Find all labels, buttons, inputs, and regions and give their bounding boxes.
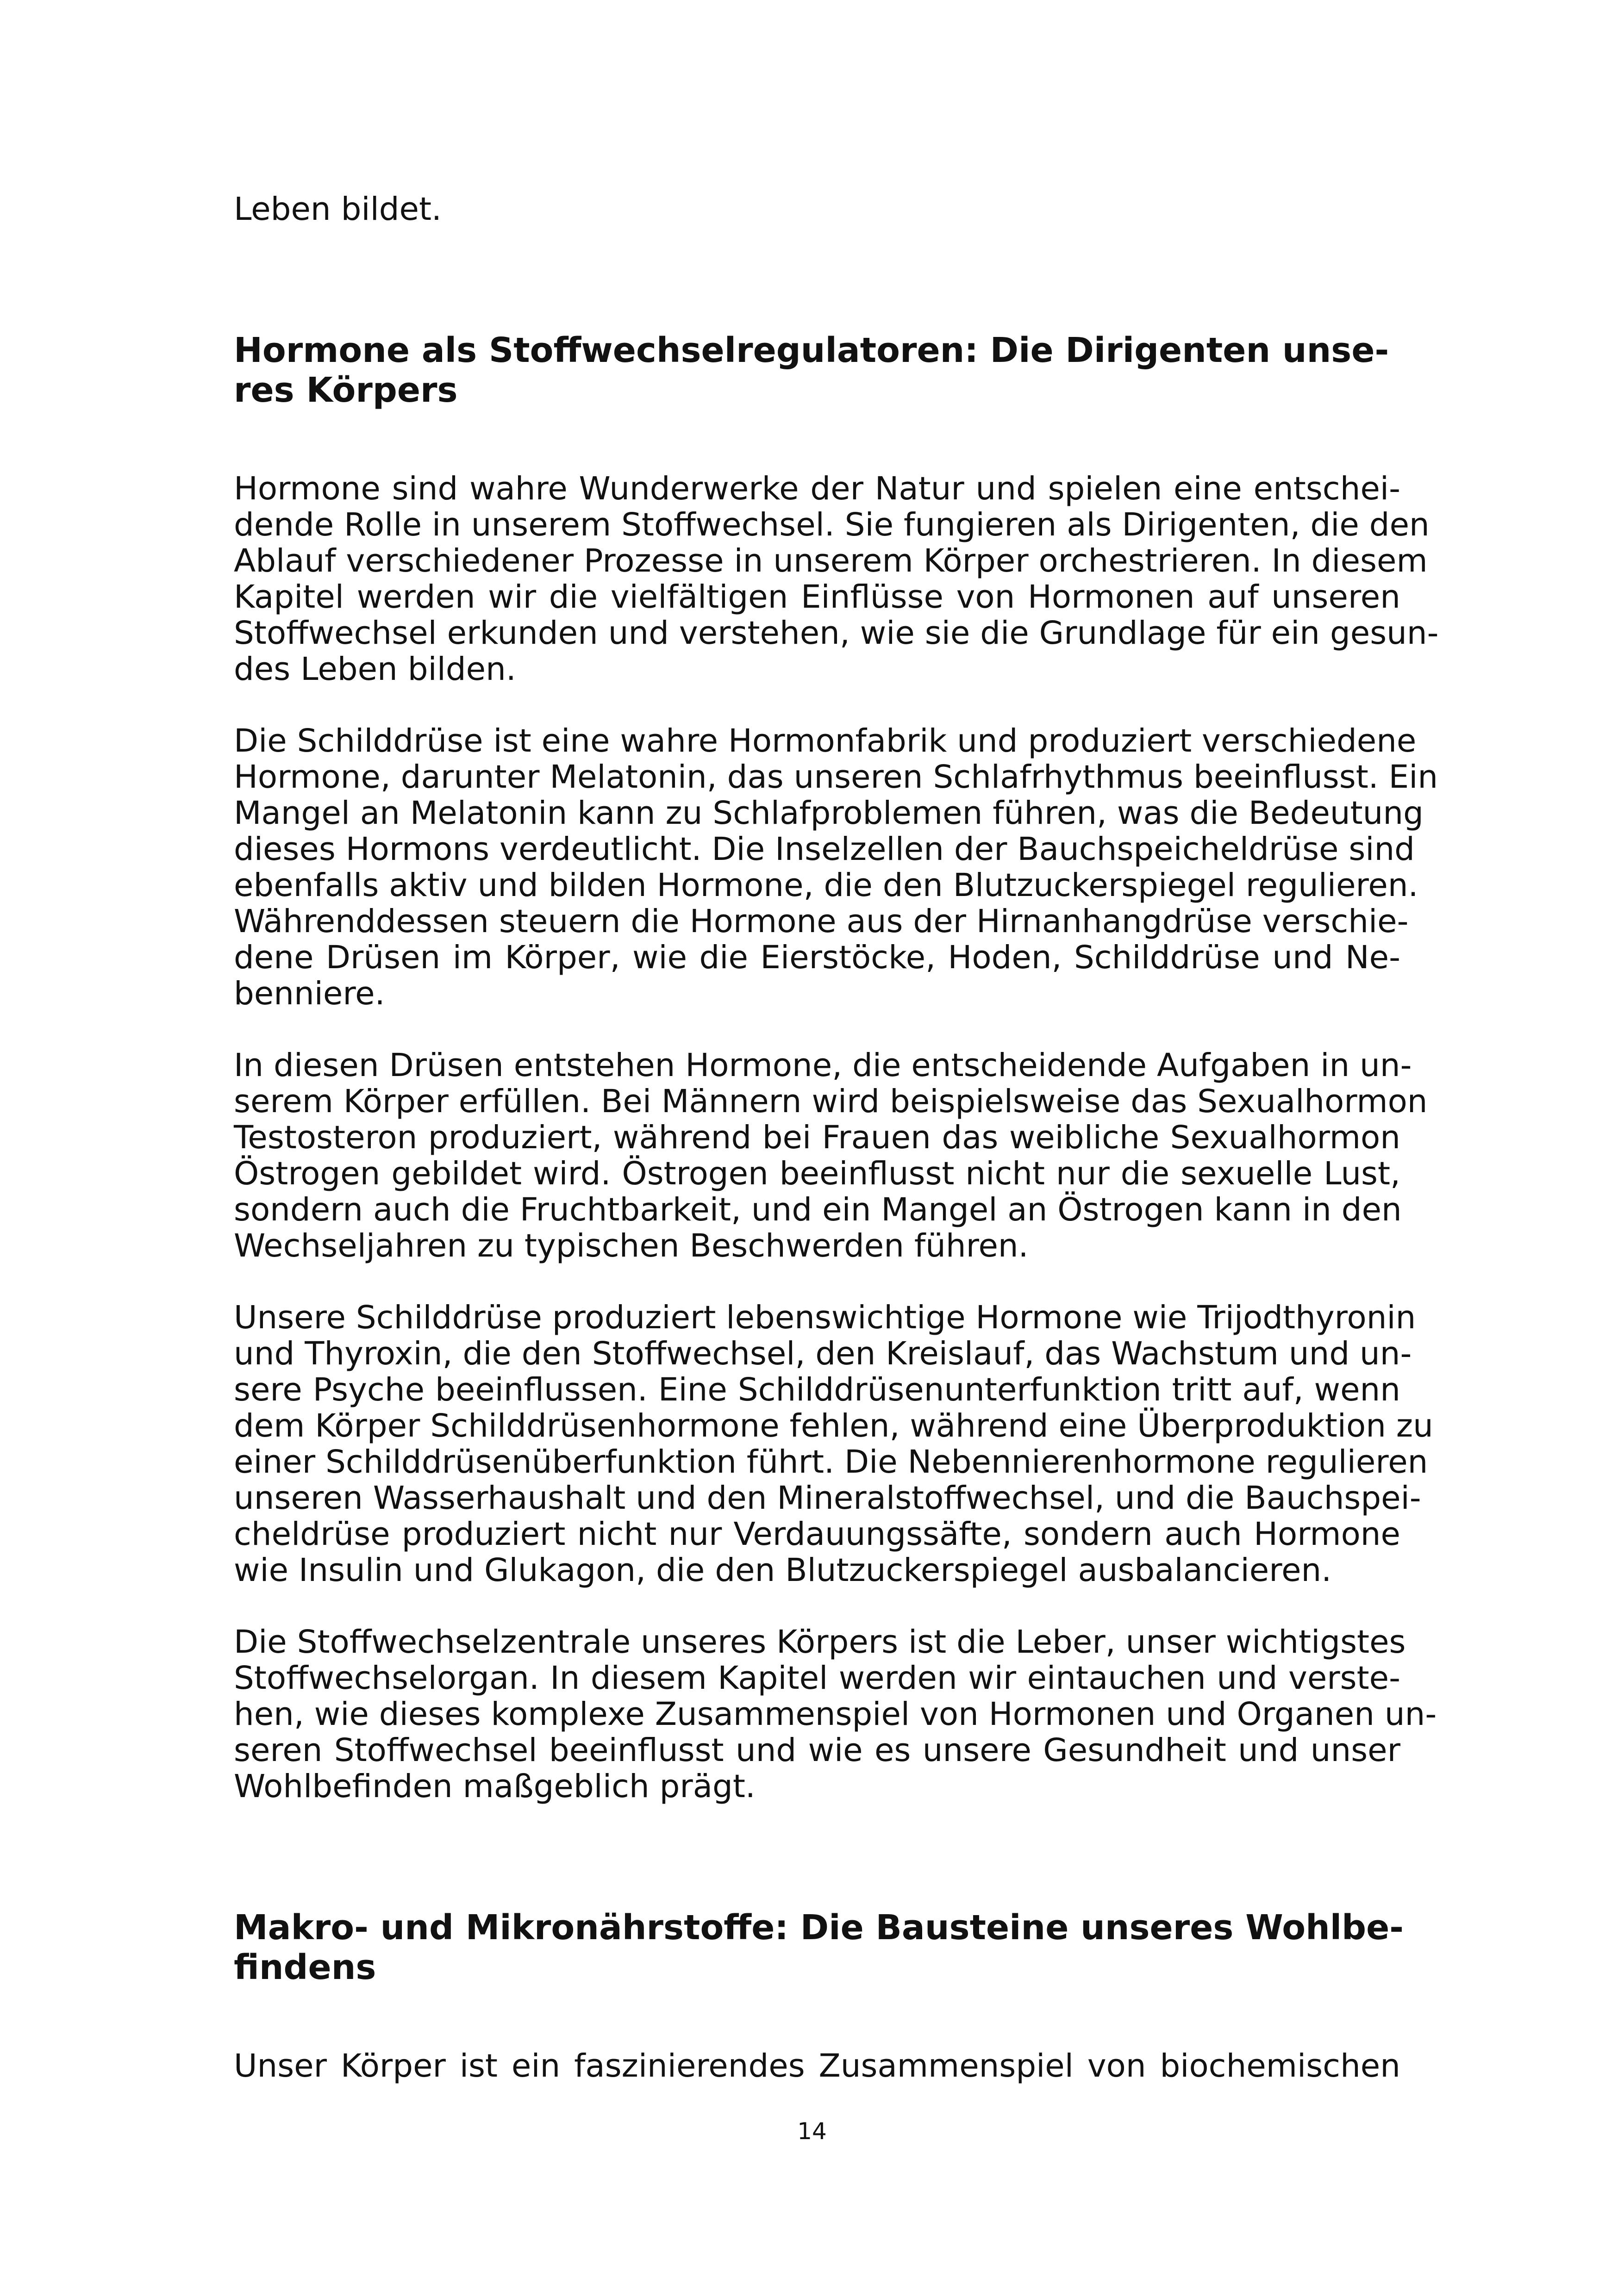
text-line: Unsere Schilddrüse produziert lebenswichtige Hormone wie Trijodthyronin	[234, 1299, 1416, 1336]
text-line: ebenfalls aktiv und bilden Hormone, die den Blutzuckerspiegel regulieren.	[234, 867, 1418, 904]
text-line: und Thyroxin, die den Stoffwechsel, den Kreislauf, das Wachstum und un-	[234, 1335, 1412, 1372]
text-line: Die Schilddrüse ist eine wahre Hormonfabrik und produziert verschiedene	[234, 722, 1417, 759]
text-line: Stoffwechselorgan. In diesem Kapitel werden wir eintauchen und verste-	[234, 1660, 1400, 1697]
section-heading-line: findens	[234, 1948, 376, 1987]
text-line: In diesen Drüsen entstehen Hormone, die entscheidende Aufgaben in un-	[234, 1047, 1412, 1084]
text-line: seren Stoffwechsel beeinflusst und wie es unsere Gesundheit und unser	[234, 1732, 1400, 1769]
text-line: Testosteron produziert, während bei Frauen das weibliche Sexualhormon	[234, 1119, 1400, 1156]
text-line: sondern auch die Fruchtbarkeit, und ein Mangel an Östrogen kann in den	[234, 1191, 1402, 1228]
text-line: Währenddessen steuern die Hormone aus der Hirnanhangdrüse verschie-	[234, 903, 1409, 940]
text-line: sere Psyche beeinflussen. Eine Schilddrüsenunterfunktion tritt auf, wenn	[234, 1371, 1400, 1408]
text-line: dieses Hormons verdeutlicht. Die Inselzellen der Bauchspeicheldrüse sind	[234, 831, 1415, 868]
text-line: Ablauf verschiedener Prozesse in unserem Körper orchestrieren. In diesem	[234, 542, 1428, 579]
text-line: Stoffwechsel erkunden und verstehen, wie sie die Grundlage für ein gesun-	[234, 615, 1439, 652]
text-line: Wohlbefinden maßgeblich prägt.	[234, 1768, 756, 1805]
text-line: Kapitel werden wir die vielfältigen Einflüsse von Hormonen auf unseren	[234, 579, 1400, 616]
text-line: einer Schilddrüsenüberfunktion führt. Die Nebennierenhormone regulieren	[234, 1444, 1428, 1481]
text-line: dene Drüsen im Körper, wie die Eierstöcke, Hoden, Schilddrüse und Ne-	[234, 939, 1400, 976]
text-line: Wechseljahren zu typischen Beschwerden führen.	[234, 1227, 1029, 1264]
text-line: Hormone, darunter Melatonin, das unseren Schlafrhythmus beeinflusst. Ein	[234, 759, 1438, 796]
section-heading-line: Hormone als Stoffwechselregulatoren: Die Dirigenten unse-	[234, 330, 1389, 370]
text-line: dem Körper Schilddrüsenhormone fehlen, während eine Überproduktion zu	[234, 1407, 1433, 1444]
text-line: Leben bildet.	[234, 191, 442, 228]
page-number: 14	[797, 2118, 827, 2145]
text-line: Hormone sind wahre Wunderwerke der Natur und spielen eine entschei-	[234, 470, 1400, 507]
text-line: unseren Wasserhaushalt und den Mineralstoffwechsel, und die Bauchspei-	[234, 1480, 1421, 1517]
text-line: wie Insulin und Glukagon, die den Blutzuckerspiegel ausbalancieren.	[234, 1552, 1332, 1589]
section-heading-line: res Körpers	[234, 370, 458, 410]
section-heading-line: Makro- und Mikronährstoffe: Die Bausteine unseres Wohlbe-	[234, 1908, 1404, 1948]
text-line: Östrogen gebildet wird. Östrogen beeinflusst nicht nur die sexuelle Lust,	[234, 1155, 1400, 1192]
text-line: Mangel an Melatonin kann zu Schlafproblemen führen, was die Bedeutung	[234, 795, 1424, 832]
text-line: Unser Körper ist ein faszinierendes Zusammenspiel von biochemischen	[234, 2047, 1400, 2084]
text-line: Die Stoffwechselzentrale unseres Körpers ist die Leber, unser wichtigstes	[234, 1624, 1406, 1661]
text-line: des Leben bilden.	[234, 651, 516, 688]
text-line: cheldrüse produziert nicht nur Verdauungssäfte, sondern auch Hormone	[234, 1516, 1400, 1553]
text-line: hen, wie dieses komplexe Zusammenspiel von Hormonen und Organen un-	[234, 1696, 1437, 1733]
text-line: benniere.	[234, 975, 385, 1012]
text-line: serem Körper erfüllen. Bei Männern wird beispielsweise das Sexualhormon	[234, 1083, 1428, 1120]
text-line: dende Rolle in unserem Stoffwechsel. Sie fungieren als Dirigenten, die den	[234, 506, 1430, 543]
